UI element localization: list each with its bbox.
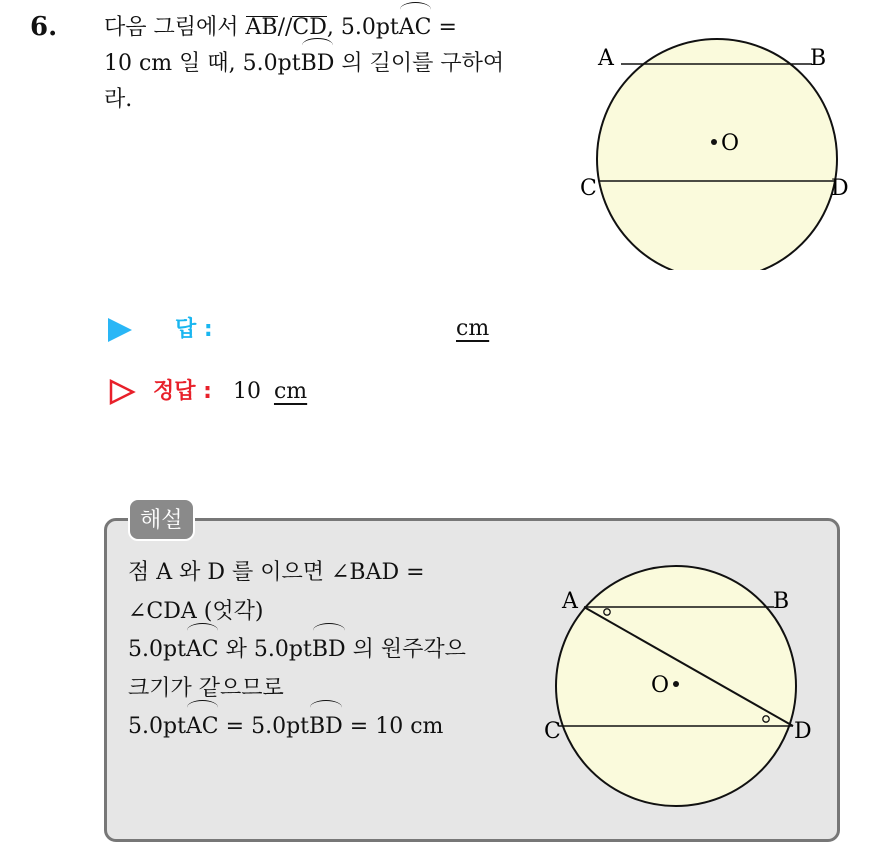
answer-label: 답 : — [175, 317, 213, 342]
correct-value: 10 — [232, 379, 261, 404]
play-icon — [108, 318, 132, 342]
question-line-1: 다음 그림에서 AB//CD, 5.0ptAC = — [104, 10, 554, 46]
arc-ac: AC — [399, 10, 432, 46]
label-c: C — [580, 176, 597, 201]
solution-line-4: 크기가 같으므로 — [128, 675, 284, 701]
label-b: B — [773, 589, 790, 614]
center-point — [673, 681, 679, 687]
question-line-2: 10 cm 일 때, 5.0ptBD 의 길이를 구하여 — [104, 46, 554, 82]
question-number: 6. — [30, 12, 58, 42]
correct-label: 정답 : — [153, 379, 212, 404]
label-c: C — [544, 719, 561, 744]
solution-circle-figure — [540, 560, 820, 835]
question-text — [104, 10, 554, 118]
solution-line-5: 5.0ptAC = 5.0ptBD = 10 cm — [128, 708, 528, 747]
arc-ac: AC — [186, 631, 219, 670]
solution-text — [128, 554, 528, 747]
play-outline-icon — [108, 378, 136, 406]
circle-figure — [580, 35, 860, 270]
question-line-3: 라. — [104, 87, 133, 112]
label-d: D — [794, 719, 812, 744]
solution-tag: 해설 — [128, 498, 195, 541]
correct-answer-row — [108, 374, 307, 406]
solution-line-2: ∠CDA (엇각) — [128, 598, 264, 624]
parallel-symbol: // — [277, 15, 293, 40]
arc-bd: BD — [301, 46, 335, 82]
arc-bd: BD — [312, 631, 346, 670]
segment-cd: CD — [292, 15, 327, 40]
label-a: A — [562, 589, 578, 614]
label-d: D — [831, 176, 849, 201]
segment-ab: AB — [245, 15, 278, 40]
arc-bd: BD — [309, 708, 343, 747]
label-a: A — [598, 46, 614, 71]
correct-unit: cm — [273, 379, 308, 404]
solution-line-3: 5.0ptAC 와 5.0ptBD 의 원주각으 — [128, 631, 528, 670]
center-point — [711, 139, 717, 145]
label-o: O — [721, 131, 740, 156]
solution-line-1: 점 A 와 D 를 이으면 ∠BAD = — [128, 560, 425, 585]
label-o: O — [651, 673, 670, 698]
arc-ac: AC — [186, 708, 219, 747]
answer-unit: cm — [456, 316, 490, 341]
answer-row — [108, 312, 213, 343]
circle — [597, 39, 837, 270]
label-b: B — [810, 46, 827, 71]
